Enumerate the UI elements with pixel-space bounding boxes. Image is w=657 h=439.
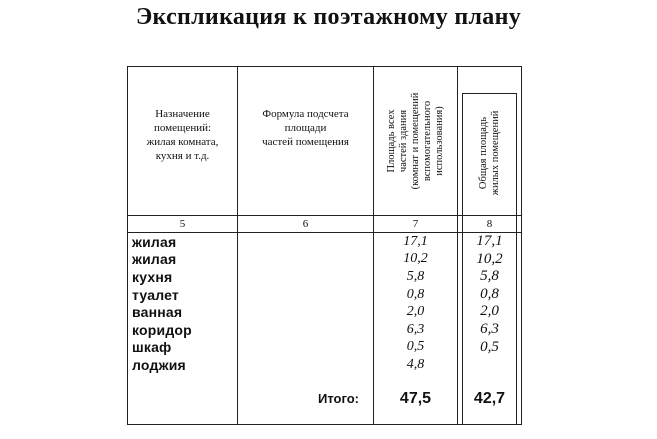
- table-row: [128, 339, 522, 357]
- room-name: лоджия: [128, 356, 238, 374]
- column-number: 7: [374, 216, 458, 233]
- table-row: [128, 251, 522, 269]
- area-living-cell: 10,2: [462, 251, 517, 269]
- column-number: 6: [238, 216, 374, 233]
- header-formula-line: Формула подсчета: [262, 108, 349, 120]
- header-purpose-line: жилая комната,: [146, 136, 219, 148]
- header-total-area-line: использования): [433, 106, 445, 176]
- header-formula: [238, 67, 374, 216]
- document-title: Экспликация к поэтажному плану: [135, 4, 522, 30]
- area-living-wrap: [458, 268, 522, 286]
- header-total-area-line: вспомогательного: [421, 100, 433, 182]
- area-all-cell: 4,8: [374, 356, 458, 374]
- total-row: [128, 374, 522, 425]
- area-living-wrap: [458, 233, 522, 251]
- header-purpose-line: кухня и т.д.: [155, 150, 210, 162]
- total-empty-cell: [128, 374, 238, 425]
- area-living-wrap: [458, 339, 522, 357]
- area-all-cell: 6,3: [374, 321, 458, 339]
- room-name: кухня: [128, 268, 238, 286]
- room-name: шкаф: [128, 339, 238, 357]
- header-formula-line: частей помещения: [262, 136, 349, 148]
- area-living-cell: 17,1: [462, 233, 517, 251]
- table-row: [128, 233, 522, 251]
- area-all-cell: 0,5: [374, 339, 458, 357]
- header-total-area-line: частей здания: [397, 109, 409, 173]
- header-purpose: [128, 67, 238, 216]
- area-living-wrap: [458, 321, 522, 339]
- area-living-cell: [462, 356, 517, 374]
- room-name: жилая: [128, 251, 238, 269]
- formula-cell: [238, 286, 374, 304]
- room-name: жилая: [128, 233, 238, 251]
- area-living-wrap: [458, 303, 522, 321]
- area-living-cell: 0,8: [462, 286, 517, 304]
- area-all-cell: 10,2: [374, 251, 458, 269]
- room-name: ванная: [128, 303, 238, 321]
- room-name: туалет: [128, 286, 238, 304]
- header-living-area-line: Общая площадь: [477, 116, 489, 189]
- area-all-cell: 0,8: [374, 286, 458, 304]
- header-row: [128, 67, 522, 216]
- area-living-cell: 2,0: [462, 303, 517, 321]
- area-all-cell: 2,0: [374, 303, 458, 321]
- column-number-cell: [458, 216, 522, 233]
- table-row: [128, 356, 522, 374]
- total-label: Итого:: [238, 374, 374, 425]
- column-number: 5: [128, 216, 238, 233]
- room-name: коридор: [128, 321, 238, 339]
- header-formula-line: площади: [284, 122, 327, 134]
- header-purpose-line: Назначение: [155, 108, 210, 120]
- explication-table: [127, 66, 522, 425]
- area-living-wrap: [458, 286, 522, 304]
- header-living-area: [458, 67, 522, 216]
- table-row: [128, 286, 522, 304]
- table-row: [128, 303, 522, 321]
- area-living-cell: 6,3: [462, 321, 517, 339]
- area-living-cell: 5,8: [462, 268, 517, 286]
- header-living-area-line: жилых помещений: [489, 110, 501, 196]
- area-all-cell: 5,8: [374, 268, 458, 286]
- column-number: 8: [462, 216, 517, 232]
- total-area-living-wrap: [458, 374, 522, 425]
- table-row: [128, 321, 522, 339]
- formula-cell: [238, 321, 374, 339]
- formula-cell: [238, 339, 374, 357]
- total-area-all: 47,5: [374, 374, 458, 425]
- area-living-wrap: [458, 356, 522, 374]
- area-living-wrap: [458, 251, 522, 269]
- header-total-area-line: (комнат и помещений: [409, 92, 421, 190]
- formula-cell: [238, 268, 374, 286]
- formula-cell: [238, 233, 374, 251]
- formula-cell: [238, 356, 374, 374]
- header-purpose-line: помещений:: [153, 122, 212, 134]
- header-total-area-line: Площадь всех: [385, 109, 397, 173]
- formula-cell: [238, 303, 374, 321]
- table-row: [128, 268, 522, 286]
- total-area-living: 42,7: [462, 374, 517, 424]
- column-number-row: [128, 216, 522, 233]
- formula-cell: [238, 251, 374, 269]
- area-living-cell: 0,5: [462, 339, 517, 357]
- header-total-area: [374, 67, 458, 216]
- area-all-cell: 17,1: [374, 233, 458, 251]
